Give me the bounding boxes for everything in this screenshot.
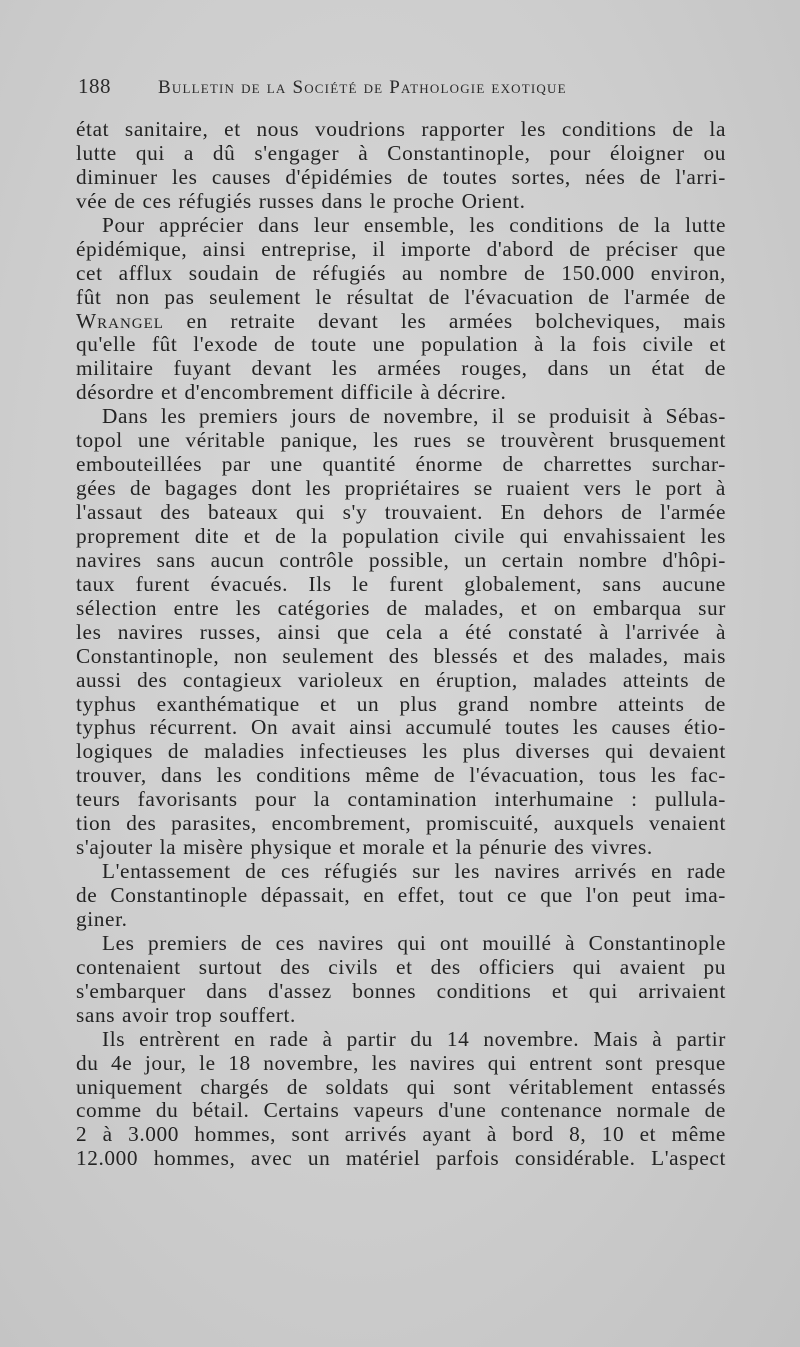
paragraph-2: [76, 214, 726, 406]
text-line: s'embarquer dans d'assez bonnes conditions et qui arrivaient: [76, 978, 726, 1003]
text-line: désordre et d'encombrement difficile à décrire.: [76, 380, 507, 405]
text-line: Constantinople, non seulement des blessés et des malades, mais: [76, 643, 726, 668]
text-line-rest: en retraite devant les armées bolcheviques, mais: [186, 308, 726, 333]
text-line: trouver, dans les conditions même de l'évacuation, tous les fac-: [76, 763, 726, 788]
text-line: proprement dite et de la population civile qui envahissaient les: [76, 523, 726, 548]
text-line: de Constantinople dépassait, en effet, tout ce que l'on peut ima-: [76, 883, 726, 907]
text-line: Les premiers de ces navires qui ont mouillé à Constantinople: [102, 930, 726, 955]
text-line: fût non pas seulement le résultat de l'évacuation de l'armée de: [76, 284, 726, 309]
text-line: aussi des contagieux varioleux en éruption, malades atteints de: [76, 667, 726, 692]
text-line: Dans les premiers jours de novembre, il se produisit à Sébas-: [102, 404, 726, 429]
page-number: 188: [78, 74, 111, 98]
body-text: [76, 118, 726, 1171]
text-line: lutte qui a dû s'engager à Constantinople, pour éloigner ou: [76, 140, 726, 165]
text-line: typhus exanthématique et un plus grand nombre atteints de: [76, 691, 726, 716]
text-line: du 4e jour, le 18 novembre, les navires qui entrent sont presque: [76, 1050, 726, 1075]
text-line: vée de ces réfugiés russes dans le proche Orient.: [76, 188, 526, 213]
text-line: navires sans aucun contrôle possible, un certain nombre d'hôpi-: [76, 547, 726, 572]
text-line: sélection entre les catégories de malades, et on embarqua sur: [76, 595, 726, 620]
text-line: Ils entrèrent en rade à partir du 14 novembre. Mais à partir: [102, 1026, 726, 1051]
text-line: s'ajouter la misère physique et morale et la pénurie des vivres.: [76, 835, 653, 860]
paragraph-3: [76, 405, 726, 860]
text-line: les navires russes, ainsi que cela a été constaté à l'arrivée à: [76, 619, 726, 644]
paragraph-6: [76, 1028, 726, 1172]
text-line: taux furent évacués. Ils le furent globalement, sans aucune: [76, 571, 726, 596]
text-line: Pour apprécier dans leur ensemble, les conditions de la lutte: [102, 212, 726, 237]
text-line: 12.000 hommes, avec un matériel parfois considérable. L'aspect: [76, 1146, 726, 1171]
text-line: giner.: [76, 906, 128, 931]
text-line: état sanitaire, et nous voudrions rapporter les conditions de la: [76, 117, 726, 141]
text-line: logiques de maladies infectieuses les plus diverses qui devaient: [76, 739, 726, 764]
author-name-wrangel: Wrangel: [76, 308, 164, 333]
paragraph-1: [76, 118, 726, 214]
text-line: gées de bagages dont les propriétaires se ruaient vers le port à: [76, 476, 726, 501]
text-line: diminuer les causes d'épidémies de toutes sortes, nées de l'arri-: [76, 164, 726, 189]
text-line: sans avoir trop souffert.: [76, 1002, 296, 1027]
text-line: militaire fuyant devant les armées rouges, dans un état de: [76, 356, 726, 381]
text-line: L'entassement de ces réfugiés sur les navires arrivés en rade: [102, 859, 726, 884]
running-header: [78, 74, 718, 104]
text-line: l'assaut des bateaux qui s'y trouvaient. En dehors de l'armée: [76, 500, 726, 524]
text-line: embouteillées par une quantité énorme de charrettes surchar-: [76, 452, 726, 477]
text-line: comme du bétail. Certains vapeurs d'une contenance normale de: [76, 1098, 726, 1123]
text-line: contenaient surtout des civils et des officiers qui avaient pu: [76, 954, 726, 979]
text-line: topol une véritable panique, les rues se trouvèrent brusquement: [76, 428, 726, 453]
text-line: cet afflux soudain de réfugiés au nombre de 150.000 environ,: [76, 260, 726, 285]
running-title: Bulletin de la Société de Pathologie exotique: [158, 77, 567, 98]
text-line: qu'elle fût l'exode de toute une population à la fois civile et: [76, 332, 726, 357]
paragraph-4: [76, 860, 726, 932]
text-line: 2 à 3.000 hommes, sont arrivés ayant à bord 8, 10 et même: [76, 1122, 726, 1147]
text-line: tion des parasites, encombrement, promiscuité, auxquels venaient: [76, 811, 726, 836]
text-line: typhus récurrent. On avait ainsi accumulé toutes les causes étio-: [76, 715, 726, 740]
text-line: uniquement chargés de soldats qui sont véritablement entassés: [76, 1074, 726, 1099]
text-line: épidémique, ainsi entreprise, il importe d'abord de préciser que: [76, 236, 726, 261]
text-line: teurs favorisants pour la contamination interhumaine : pullula-: [76, 787, 726, 812]
text-line: [76, 310, 726, 334]
paragraph-5: [76, 932, 726, 1028]
